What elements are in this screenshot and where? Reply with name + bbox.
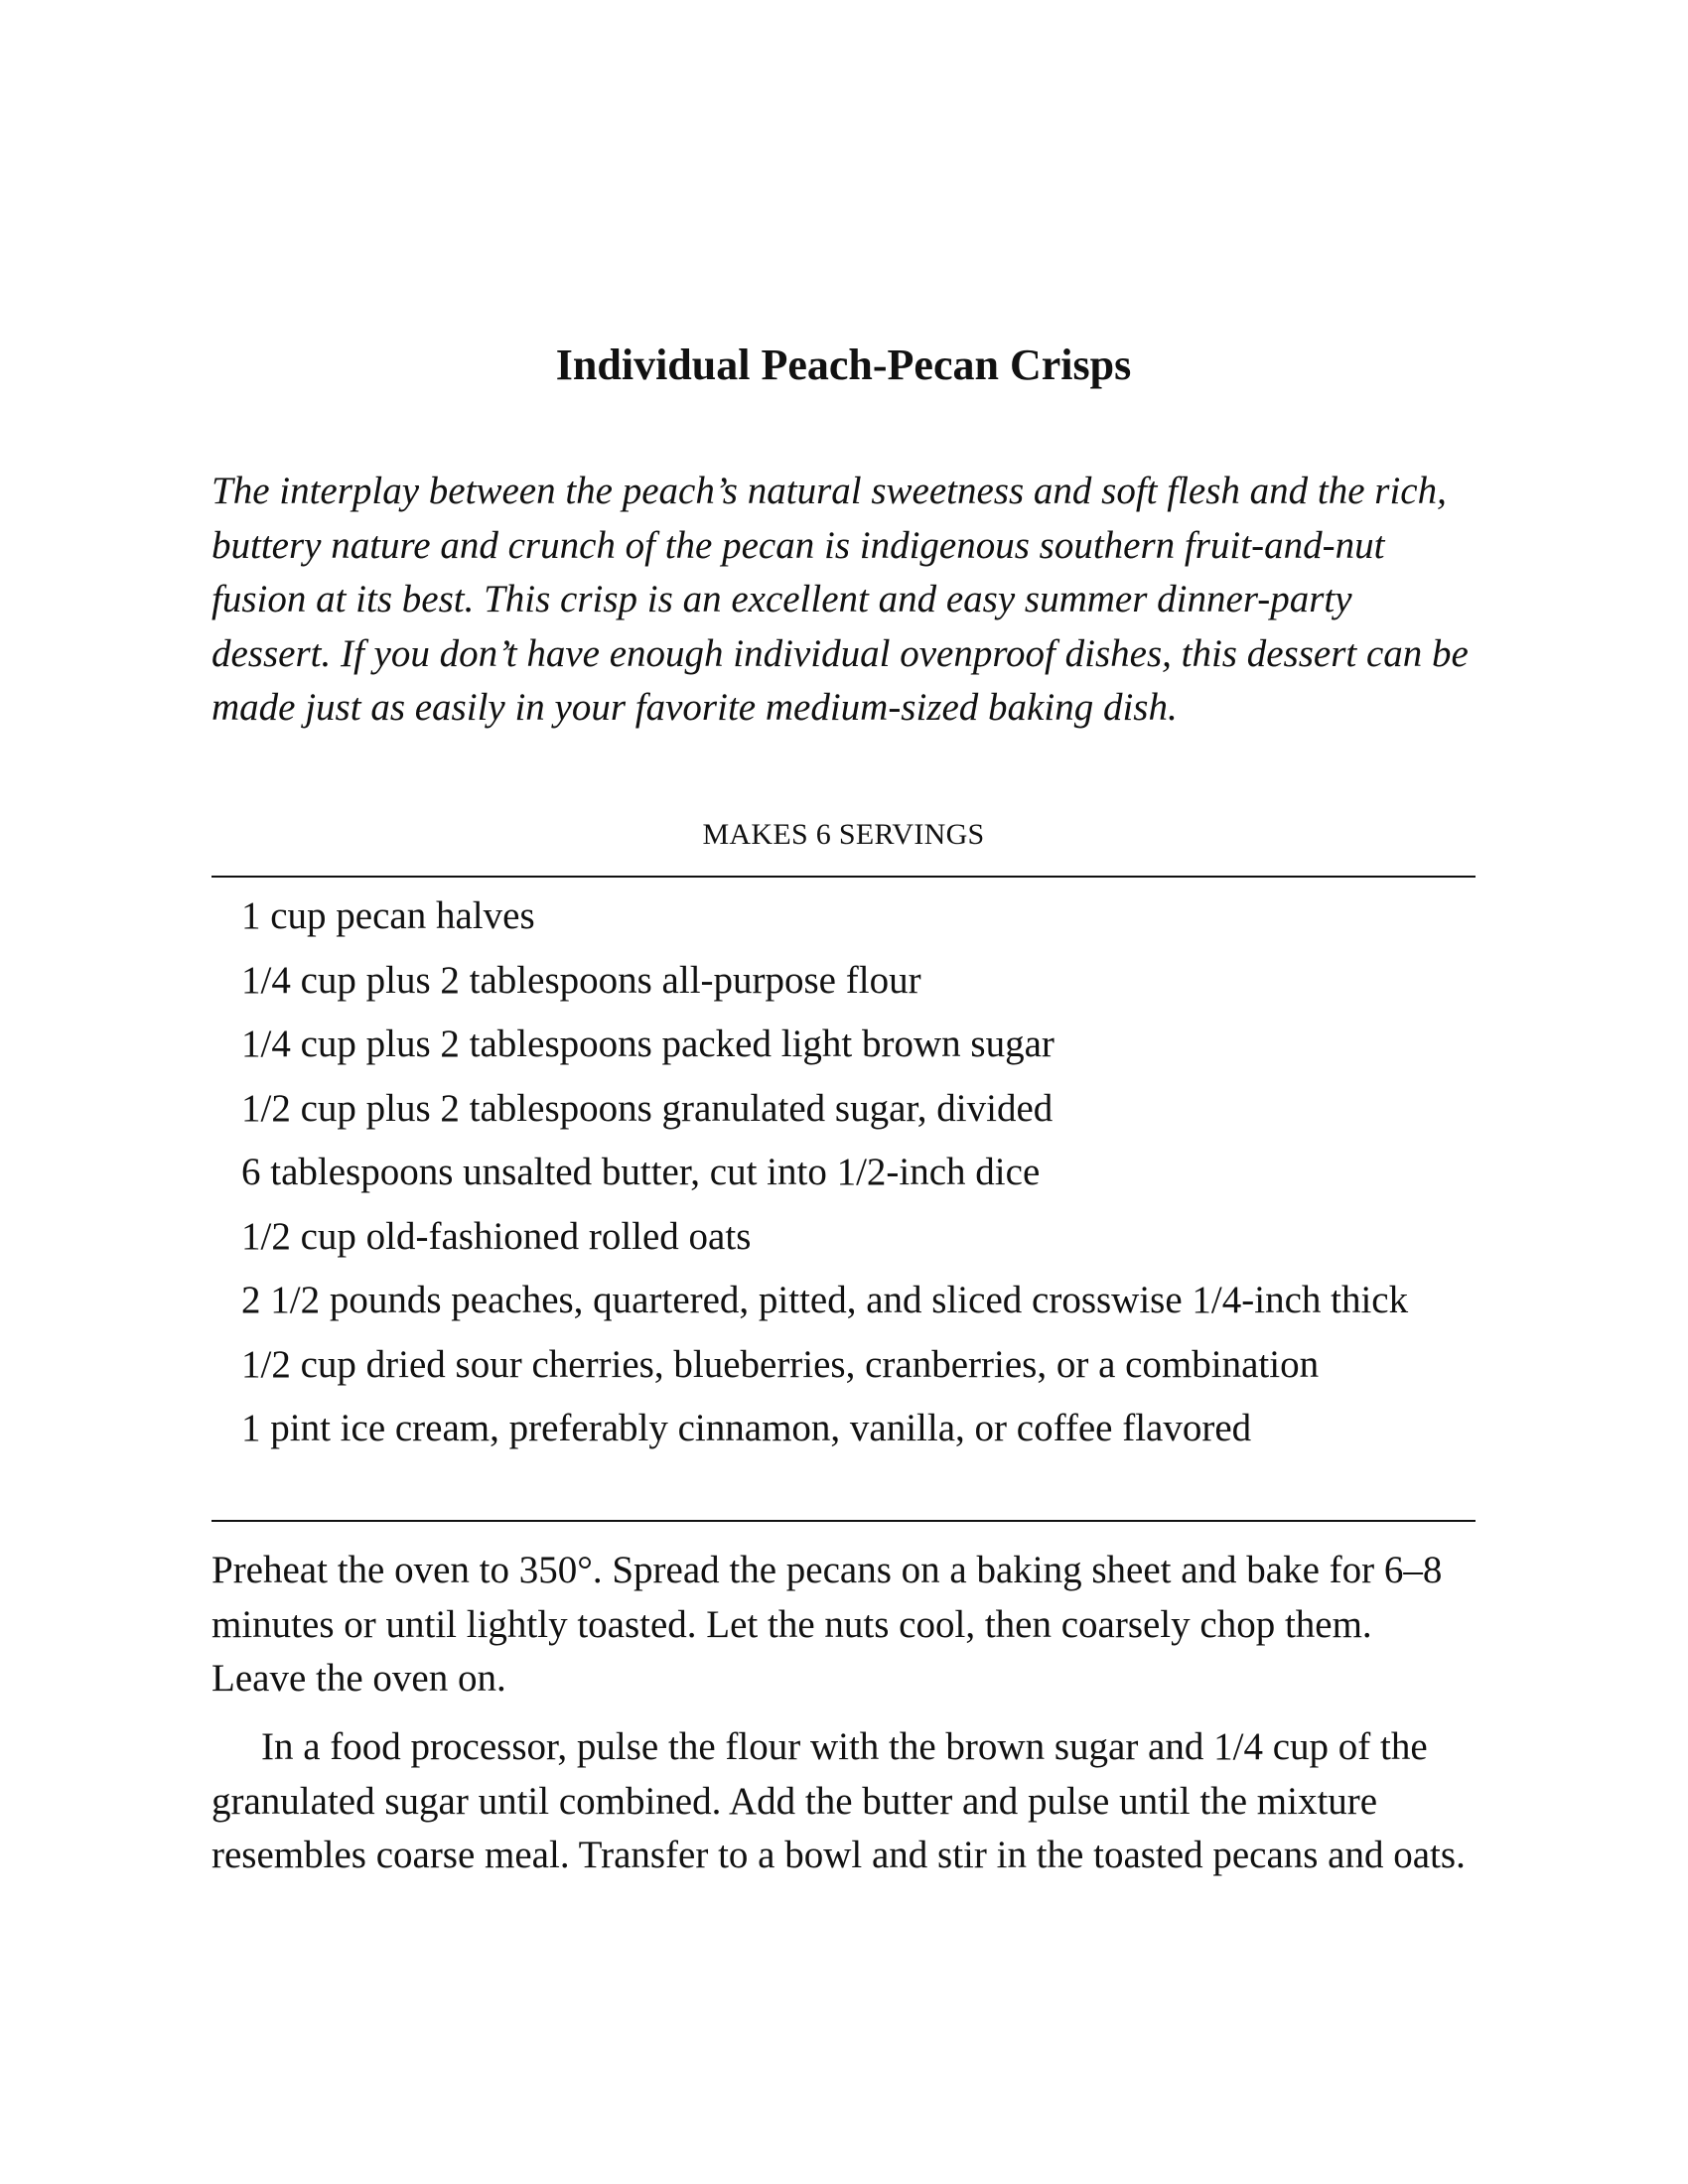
ingredients-bottom-rule <box>211 1520 1476 1522</box>
recipe-yield: MAKES 6 SERVINGS <box>702 818 985 851</box>
ingredients-top-rule <box>211 876 1476 878</box>
ingredient-item: 1/4 cup plus 2 tablespoons all-purpose flour <box>241 958 921 1002</box>
ingredient-item: 1 cup pecan halves <box>241 894 535 937</box>
ingredient-item: 1/2 cup old-fashioned rolled oats <box>241 1214 752 1258</box>
recipe-intro: The interplay between the peach’s natural sweetness and soft flesh and the rich, buttery nature and crunch of the pecan is indigenous southern fruit-and-nut fusion at its best. This crisp is an excellent and easy summer dinner-party dessert. If you don’t have enough individual ovenproof dishes, this dessert can be made just as easily in your favorite medium-sized baking dish. <box>211 470 1469 729</box>
ingredients-list <box>241 893 1453 1470</box>
ingredient-item: 1/2 cup dried sour cherries, blueberries, cranberries, or a combination <box>241 1342 1320 1386</box>
ingredient-item: 2 1/2 pounds peaches, quartered, pitted, and sliced crosswise 1/4-inch thick <box>241 1279 1409 1321</box>
method-step-1: Preheat the oven to 350°. Spread the pecans on a baking sheet and bake for 6–8 minutes or until lightly toasted. Let the nuts cool, then coarsely chop them. Leave the oven on. <box>211 1549 1443 1700</box>
ingredient-item: 1/4 cup plus 2 tablespoons packed light brown sugar <box>241 1023 1055 1065</box>
ingredient-item: 1 pint ice cream, preferably cinnamon, vanilla, or coffee flavored <box>241 1407 1252 1449</box>
method-step-2: In a food processor, pulse the flour with the brown sugar and 1/4 cup of the granulated sugar until combined. Add the butter and pulse until the mixture resembles coarse meal. Transfer to a bowl and stir in the toasted pecans and oats. <box>211 1725 1466 1876</box>
ingredient-item: 6 tablespoons unsalted butter, cut into 1/2-inch dice <box>241 1151 1041 1193</box>
recipe-title: Individual Peach-Pecan Crisps <box>555 341 1132 389</box>
ingredient-item: 1/2 cup plus 2 tablespoons granulated sugar, divided <box>241 1086 1054 1130</box>
